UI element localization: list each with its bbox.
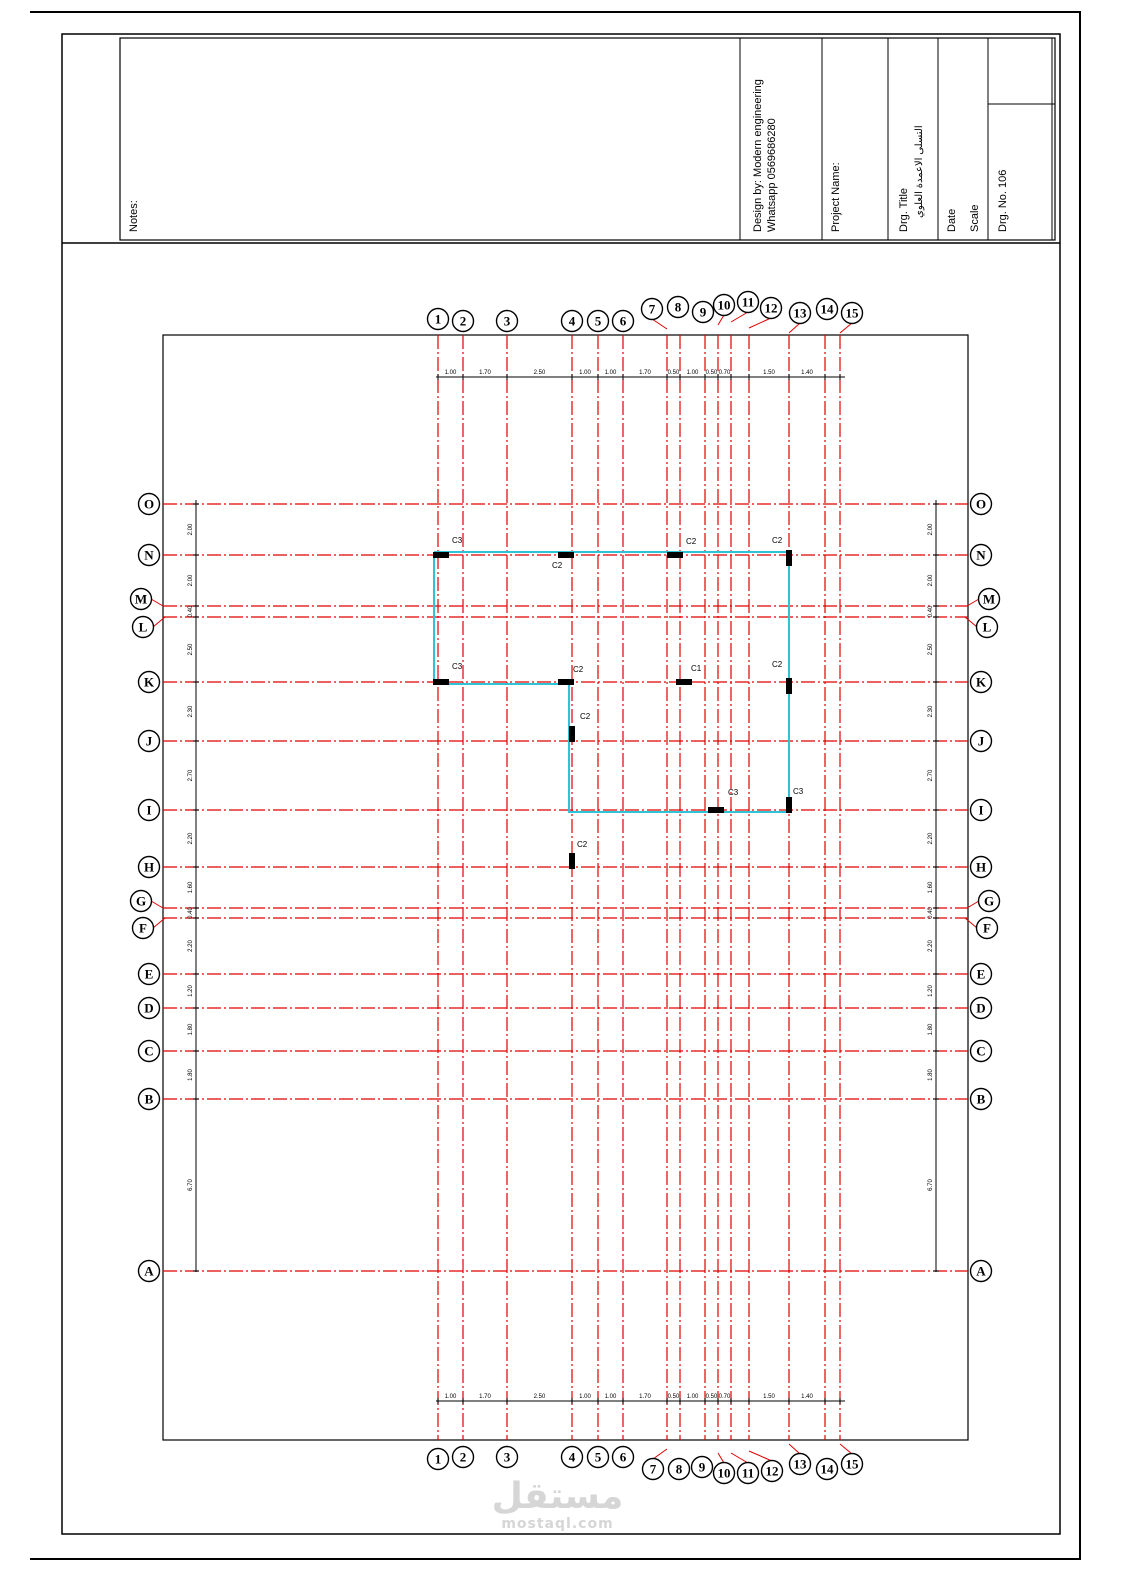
notes-label: Notes: — [128, 200, 140, 232]
grid-bubble-row-right-C-label: C — [976, 1043, 986, 1059]
grid-bubble-col-top-13-label: 13 — [793, 305, 807, 321]
dim-label-col: 1.00 — [579, 1394, 591, 1400]
grid-bubble-row-left-A-label: A — [144, 1263, 154, 1279]
grid-bubble-row-left-F-label: F — [139, 920, 147, 936]
dim-label-col: 1.00 — [686, 370, 699, 376]
dim-label-row: 1.80 — [188, 1023, 194, 1036]
grid-bubble-row-left-C-label: C — [144, 1043, 154, 1059]
column-label: C2 — [686, 537, 697, 546]
dim-label-row: 2.20 — [188, 832, 194, 845]
grid-bubble-col-bottom-15-label: 15 — [845, 1456, 859, 1472]
dim-label-col: 0.70 — [718, 370, 731, 376]
grid-bubble-row-left-O-label: O — [143, 496, 155, 512]
grid-bubble-row-left-G-label: G — [135, 893, 147, 909]
dim-label-col: 1.00 — [604, 370, 617, 376]
column-c2 — [569, 853, 575, 869]
grid-bubble-col-top-1-label: 1 — [434, 311, 442, 327]
dim-label-col: 1.00 — [444, 1394, 457, 1400]
dim-label-col: 0.50 — [667, 370, 680, 376]
grid-bubble-col-top-5-label: 5 — [594, 313, 602, 329]
grid-bubble-row-right-L-label: L — [982, 619, 992, 635]
grid-layer — [163, 335, 968, 1440]
dim-label-col: 0.50 — [705, 370, 718, 376]
grid-bubble-col-bottom-9-label: 9 — [698, 1459, 706, 1475]
grid-bubble-col-top-10-label: 10 — [717, 297, 731, 313]
column-c3 — [708, 807, 724, 813]
grid-bubble-col-bottom-5-label: 5 — [594, 1449, 602, 1465]
grid-bubble-col-bottom-12-label: 12 — [765, 1463, 779, 1479]
bubble-leader — [749, 318, 771, 328]
drg-no-label: Drg. No. 106 — [997, 169, 1009, 232]
project-name-label: Project Name: — [830, 162, 842, 232]
grid-bubble-row-right-D-label: D — [976, 1000, 986, 1016]
column-label: C2 — [772, 536, 783, 545]
grid-bubble-col-top-14-label: 14 — [820, 301, 834, 317]
dim-label-row: 2.50 — [928, 643, 934, 656]
grid-bubble-row-left-M-label: M — [134, 591, 148, 607]
grid-bubble-col-top-2-label: 2 — [459, 313, 467, 329]
grid-bubble-row-right-J-label: J — [977, 733, 985, 749]
bubble-leader — [718, 1453, 724, 1463]
column-c1 — [676, 679, 692, 685]
dim-label-col: 1.00 — [444, 370, 457, 376]
bubble-leader — [749, 1451, 772, 1461]
dim-label-col: 1.00 — [604, 1394, 617, 1400]
dim-label-col: 2.50 — [533, 1394, 546, 1400]
bubble-leader — [967, 901, 979, 908]
grid-bubble-col-bottom-14-label: 14 — [820, 1461, 834, 1477]
drg-title-value: التسلى الاعمدة العلوي — [914, 125, 925, 218]
watermark — [490, 1478, 625, 1532]
dim-label-row: 6.70 — [188, 1179, 194, 1191]
bubble-leader — [965, 617, 977, 627]
grid-bubble-row-left-D-label: D — [144, 1000, 154, 1016]
grid-bubble-row-left-K-label: K — [143, 674, 155, 690]
column-label: C3 — [452, 536, 463, 545]
bubble-leader — [789, 1444, 800, 1454]
dim-label-row: 2.00 — [928, 574, 934, 587]
grid-bubble-row-right-N-label: N — [976, 547, 986, 563]
grid-bubble-row-left-N-label: N — [144, 547, 154, 563]
watermark-latin: mostaql.com — [501, 1516, 614, 1532]
grid-bubble-col-bottom-10-label: 10 — [717, 1465, 731, 1481]
grid-bubble-row-right-G-label: G — [983, 893, 995, 909]
grid-bubble-col-top-9-label: 9 — [699, 304, 707, 320]
bubble-leader — [151, 599, 163, 606]
column-label: C3 — [452, 662, 463, 671]
grid-bubble-col-top-12-label: 12 — [764, 300, 778, 316]
dim-label-col: 2.50 — [533, 370, 546, 376]
grid-bubble-col-bottom-4-label: 4 — [568, 1449, 576, 1465]
dim-label-row: 1.20 — [188, 985, 194, 997]
dim-label-row: 1.60 — [928, 881, 934, 894]
dim-label-col: 1.40 — [801, 1394, 813, 1400]
date-label: Date — [946, 208, 958, 232]
dim-label-row: 2.00 — [928, 523, 934, 536]
grid-bubble-row-left-J-label: J — [145, 733, 153, 749]
dim-label-col: 0.50 — [667, 1394, 680, 1400]
grid-bubble-row-right-F-label: F — [983, 920, 991, 936]
bubble-leader — [718, 315, 724, 325]
column-label: C2 — [577, 840, 588, 849]
grid-bubble-row-right-O-label: O — [975, 496, 987, 512]
grid-bubble-col-bottom-13-label: 13 — [793, 1456, 807, 1472]
dim-label-row: 2.30 — [928, 705, 934, 718]
whatsapp-text: Whatsapp 0569686280 — [766, 118, 778, 232]
grid-bubble-col-top-8-label: 8 — [674, 299, 682, 315]
dim-label-row: 2.30 — [188, 705, 194, 718]
bubble-leader — [653, 1449, 667, 1459]
grid-bubble-row-right-A-label: A — [976, 1263, 986, 1279]
dim-label-col: 0.50 — [705, 1394, 718, 1400]
dim-label-row: 2.70 — [188, 769, 194, 782]
column-label: C3 — [793, 787, 804, 796]
dim-label-row: 2.00 — [188, 523, 194, 536]
column-label: C2 — [580, 712, 591, 721]
bubble-leader — [652, 319, 667, 329]
bubble-leader — [731, 312, 748, 322]
dim-label-col: 1.70 — [479, 370, 491, 376]
grid-bubble-row-right-E-label: E — [976, 966, 986, 982]
grid-bubble-col-bottom-6-label: 6 — [619, 1449, 627, 1465]
column-c2 — [558, 552, 574, 558]
column-c2 — [667, 552, 683, 558]
grid-bubble-row-right-H-label: H — [975, 859, 987, 875]
grid-bubble-row-left-E-label: E — [144, 966, 154, 982]
dim-label-row: 1.80 — [928, 1069, 934, 1081]
bubble-leader — [789, 323, 800, 333]
dim-label-col: 1.40 — [801, 370, 813, 376]
dim-label-row: 0.40 — [188, 605, 194, 618]
grid-bubbles-layer — [131, 292, 1000, 1484]
dim-label-row: 1.80 — [188, 1069, 194, 1081]
grid-bubble-row-left-L-label: L — [138, 619, 148, 635]
bubble-leader — [965, 918, 977, 928]
dim-label-row: 2.20 — [928, 832, 934, 845]
grid-bubble-col-bottom-2-label: 2 — [459, 1449, 467, 1465]
dim-label-row: 0.40 — [188, 907, 194, 919]
dim-label-row: 2.50 — [188, 643, 194, 656]
dim-label-col: 0.70 — [718, 1394, 731, 1400]
dim-label-row: 1.80 — [928, 1023, 934, 1036]
dim-label-col: 1.70 — [479, 1394, 491, 1400]
dim-label-col: 1.50 — [763, 1394, 775, 1400]
scale-label: Scale — [969, 204, 981, 232]
dim-label-row: 2.20 — [928, 940, 934, 952]
dim-label-row: 0.40 — [928, 605, 934, 618]
column-c2 — [786, 550, 792, 566]
grid-bubble-col-top-15-label: 15 — [845, 305, 859, 321]
dim-label-row: 6.70 — [928, 1179, 934, 1191]
column-label: C1 — [691, 664, 702, 673]
column-label: C2 — [772, 660, 783, 669]
bubble-leader — [731, 1453, 748, 1463]
grid-bubble-row-left-H-label: H — [143, 859, 155, 875]
dim-label-col: 1.00 — [686, 1394, 699, 1400]
column-c3 — [433, 679, 449, 685]
grid-bubble-row-left-I-label: I — [146, 802, 152, 818]
grid-bubble-col-top-3-label: 3 — [503, 313, 511, 329]
dim-label-row: 1.60 — [188, 881, 194, 894]
columns-layer — [433, 536, 804, 869]
grid-bubble-col-bottom-1-label: 1 — [434, 1451, 442, 1467]
column-c3 — [786, 797, 792, 813]
dim-label-row: 1.20 — [928, 985, 934, 997]
dim-label-col: 1.00 — [579, 370, 591, 376]
sheet-border — [30, 12, 1080, 1559]
grid-bubble-col-bottom-7-label: 7 — [649, 1461, 657, 1477]
grid-bubble-col-bottom-11-label: 11 — [741, 1465, 755, 1481]
dim-label-col: 1.70 — [639, 1394, 651, 1400]
dim-label-col: 1.70 — [639, 370, 651, 376]
column-c3 — [433, 552, 449, 558]
grid-bubble-row-left-B-label: B — [144, 1091, 154, 1107]
column-label: C3 — [728, 788, 739, 797]
grid-bubble-col-top-11-label: 11 — [741, 294, 755, 310]
bubble-leader — [840, 323, 852, 333]
dim-label-row: 2.70 — [928, 769, 934, 782]
grid-bubble-col-bottom-8-label: 8 — [675, 1461, 683, 1477]
grid-bubble-col-top-4-label: 4 — [568, 313, 576, 329]
dimension-layer — [188, 370, 939, 1404]
grid-bubble-col-bottom-3-label: 3 — [503, 1449, 511, 1465]
design-by-text: Design by: Modern engineering — [752, 79, 764, 232]
dim-label-row: 2.20 — [188, 940, 194, 952]
bubble-leader — [967, 599, 979, 606]
dim-label-col: 1.50 — [763, 370, 775, 376]
grid-bubble-row-right-I-label: I — [978, 802, 984, 818]
bubble-leader — [840, 1444, 852, 1454]
column-label: C2 — [573, 665, 584, 674]
bubble-leader — [151, 901, 163, 908]
column-c2 — [786, 678, 792, 694]
grid-bubble-row-right-B-label: B — [976, 1091, 986, 1107]
grid-bubble-row-right-M-label: M — [982, 591, 996, 607]
column-c2 — [558, 679, 574, 685]
watermark-arabic: مستقل — [491, 1476, 624, 1517]
dim-label-row: 2.00 — [188, 574, 194, 587]
column-c2 — [569, 726, 575, 742]
grid-bubble-row-right-K-label: K — [975, 674, 987, 690]
drg-title-label: Drg. Title — [898, 187, 910, 232]
grid-bubble-col-top-6-label: 6 — [619, 313, 627, 329]
grid-bubble-col-top-7-label: 7 — [648, 301, 656, 317]
dim-label-row: 0.40 — [928, 907, 934, 919]
column-label: C2 — [552, 561, 563, 570]
